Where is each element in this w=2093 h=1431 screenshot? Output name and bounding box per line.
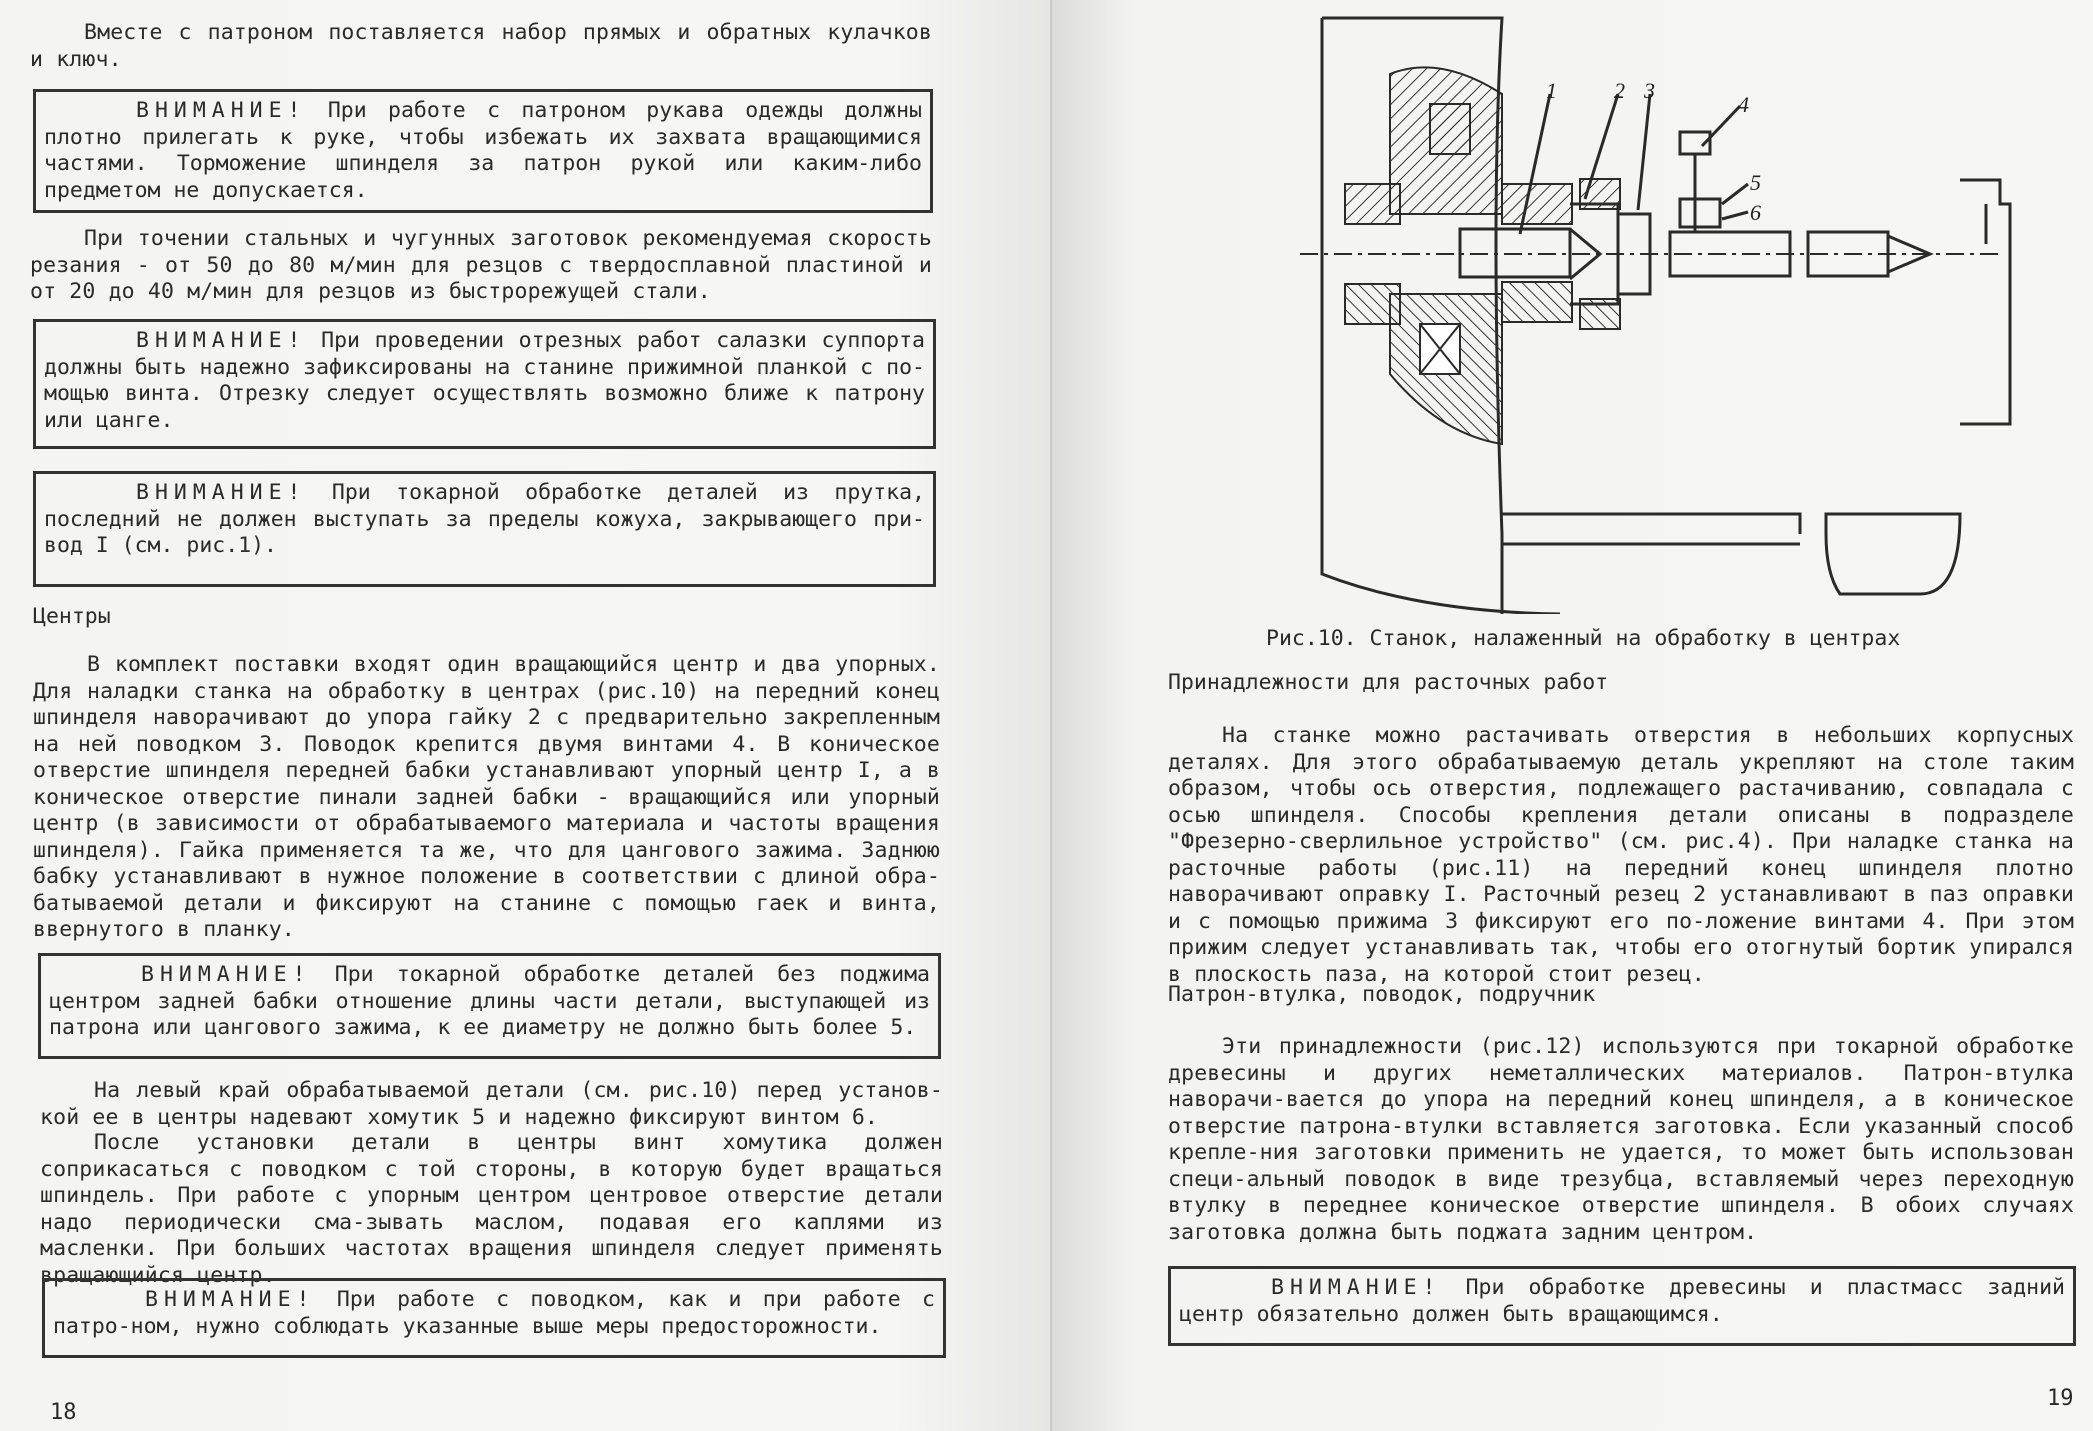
warning-lead: ВНИМАНИЕ! bbox=[136, 480, 307, 505]
centers-paragraph: В комплект поставки входят один вращающийся центр и два упорных. Для наладки станка на обработку в центрах (рис.10) на передний конец шпинделя наворачивают до упора гайку 2 с предварительно закрепленным на ней поводком 3. Поводок крепится двумя винтами 4. В коническое отверстие шпинделя передней бабки устанавливают упорный центр I, а в коническое отверстие пинали задней бабки - вращающийся или упорный центр (в зависимости от обрабатываемого материала и частоты вращения шпинделя). Гайка применяется та же, что для цангового зажима. Заднюю бабку устанавливают в нужное положение в соответствии с длиной обра-батываемой детали и фиксируют на станине с помощью гаек и винта, ввернутого в планку. bbox=[33, 652, 940, 942]
warning-box-5 bbox=[42, 1278, 946, 1358]
warning-lead: ВНИМАНИЕ! bbox=[1271, 1275, 1442, 1300]
figure-label-3: 3 bbox=[1644, 78, 1655, 103]
section-title-sleeve: Патрон-втулка, поводок, подручник bbox=[1168, 982, 1596, 1007]
figure-label-6: 6 bbox=[1750, 200, 1761, 225]
warning-text: При работе с патроном рукава одежды должны плотно прилегать к руке, чтобы избежать их захвата вращающимися частями. Торможение шпинделя за патрон рукой или каким-либо предметом не допускается. bbox=[44, 98, 922, 203]
warning-text: При токарной обработке деталей из прутка, последний не должен выступать за пределы кожуха, закрывающего при-вод I (см. рис.1). bbox=[44, 480, 925, 558]
clamp-paragraph: На левый край обрабатываемой детали (см. рис.10) перед установ-кой ее в центры надевают хомутик 5 и надежно фиксируют винтом 6. bbox=[40, 1078, 943, 1130]
after-install-paragraph: После установки детали в центры винт хомутика должен соприкасаться с поводком с той стороны, в которую будет вращаться шпиндель. При работе с упорным центром центровое отверстие детали надо периодически сма-зывать маслом, подавая его каплями из масленки. При больших частотах вращения шпинделя следует применять вращающийся центр. bbox=[40, 1130, 943, 1288]
warning-box-4 bbox=[38, 953, 941, 1059]
warning-box-2 bbox=[33, 319, 936, 449]
warning-text: При проведении отрезных работ салазки суппорта должны быть надежно зафиксированы на станине прижимной планкой с по-мощью винта. Отрезку следует осуществлять возможно ближе к патрону или цанге. bbox=[44, 328, 925, 433]
warning-lead: ВНИМАНИЕ! bbox=[136, 98, 307, 123]
section-title-centers: Центры bbox=[33, 604, 111, 629]
warning-lead: ВНИМАНИЕ! bbox=[145, 1287, 316, 1312]
boring-paragraph: На станке можно растачивать отверстия в небольших корпусных деталях. Для этого обрабатываемую деталь укрепляют на столе таким образом, чтобы ось отверстия, подлежащего растачиванию, совпадала с осью шпинделя. Способы крепления детали описаны в подразделе "Фрезерно-сверлильное устройство" (см. рис.4). При наладке станка на расточные работы (рис.11) на передний конец шпинделя плотно наворачивают оправку I. Расточный резец 2 устанавливают в паз оправки и с помощью прижима 3 фиксируют его по-ложение винтами 4. При этом прижим следует устанавливать так, чтобы его отогнутый бортик упирался в плоскость паза, на которой стоит резец. bbox=[1168, 723, 2074, 987]
warning-box-3 bbox=[33, 471, 936, 587]
section-title-boring: Принадлежности для расточных работ bbox=[1168, 670, 1609, 695]
warning-text: При работе с поводком, как и при работе с патро-ном, нужно соблюдать указанные выше меры предосторожности. bbox=[53, 1287, 935, 1339]
warning-lead: ВНИМАНИЕ! bbox=[136, 328, 307, 353]
warning-text: При обработке древесины и пластмасс задний центр обязательно должен быть вращающимся. bbox=[1179, 1275, 2065, 1327]
figure-label-2: 2 bbox=[1614, 78, 1625, 103]
sleeve-paragraph: Эти принадлежности (рис.12) используются при токарной обработке древесины и других неметаллических материалов. Патрон-втулка наворачи-вается до упора на передний конец шпинделя, а в коническое отверстие патрона-втулки вставляется заготовка. Если указанный способ крепле-ния заготовки применить не удается, то может быть использован специ-альный поводок в виде трезубца, вставляемый через переходную втулку в переднее коническое отверстие шпинделя. В обоих случаях заготовка должна быть поджата задним центром. bbox=[1168, 1034, 2074, 1245]
warning-text: При токарной обработке деталей без поджима центром задней бабки отношение длины части детали, выступающей из патрона или цангового зажима, к ее диаметру не должно быть более 5. bbox=[49, 962, 930, 1040]
page-number-left: 18 bbox=[50, 1400, 77, 1425]
warning-lead: ВНИМАНИЕ! bbox=[141, 962, 312, 987]
lathe-centers-figure bbox=[1240, 14, 2060, 614]
intro-paragraph: Вместе с патроном поставляется набор прямых и обратных кулачков и ключ. bbox=[30, 20, 932, 72]
warning-box-1 bbox=[33, 89, 933, 213]
page-number-right: 19 bbox=[2047, 1386, 2074, 1411]
figure-label-1: 1 bbox=[1546, 78, 1557, 103]
figure-label-5: 5 bbox=[1750, 170, 1761, 195]
figure-caption: Рис.10. Станок, налаженный на обработку в центрах bbox=[1266, 626, 1901, 651]
cutting-speed-paragraph: При точении стальных и чугунных заготовок рекомендуемая скорость резания - от 50 до 80 м/мин для резцов с твердосплавной пластиной и от 20 до 40 м/мин для резцов из быстрорежущей стали. bbox=[30, 226, 932, 304]
right-page bbox=[1052, 0, 2093, 1431]
warning-box-6 bbox=[1168, 1266, 2076, 1346]
figure-label-4: 4 bbox=[1738, 92, 1749, 117]
